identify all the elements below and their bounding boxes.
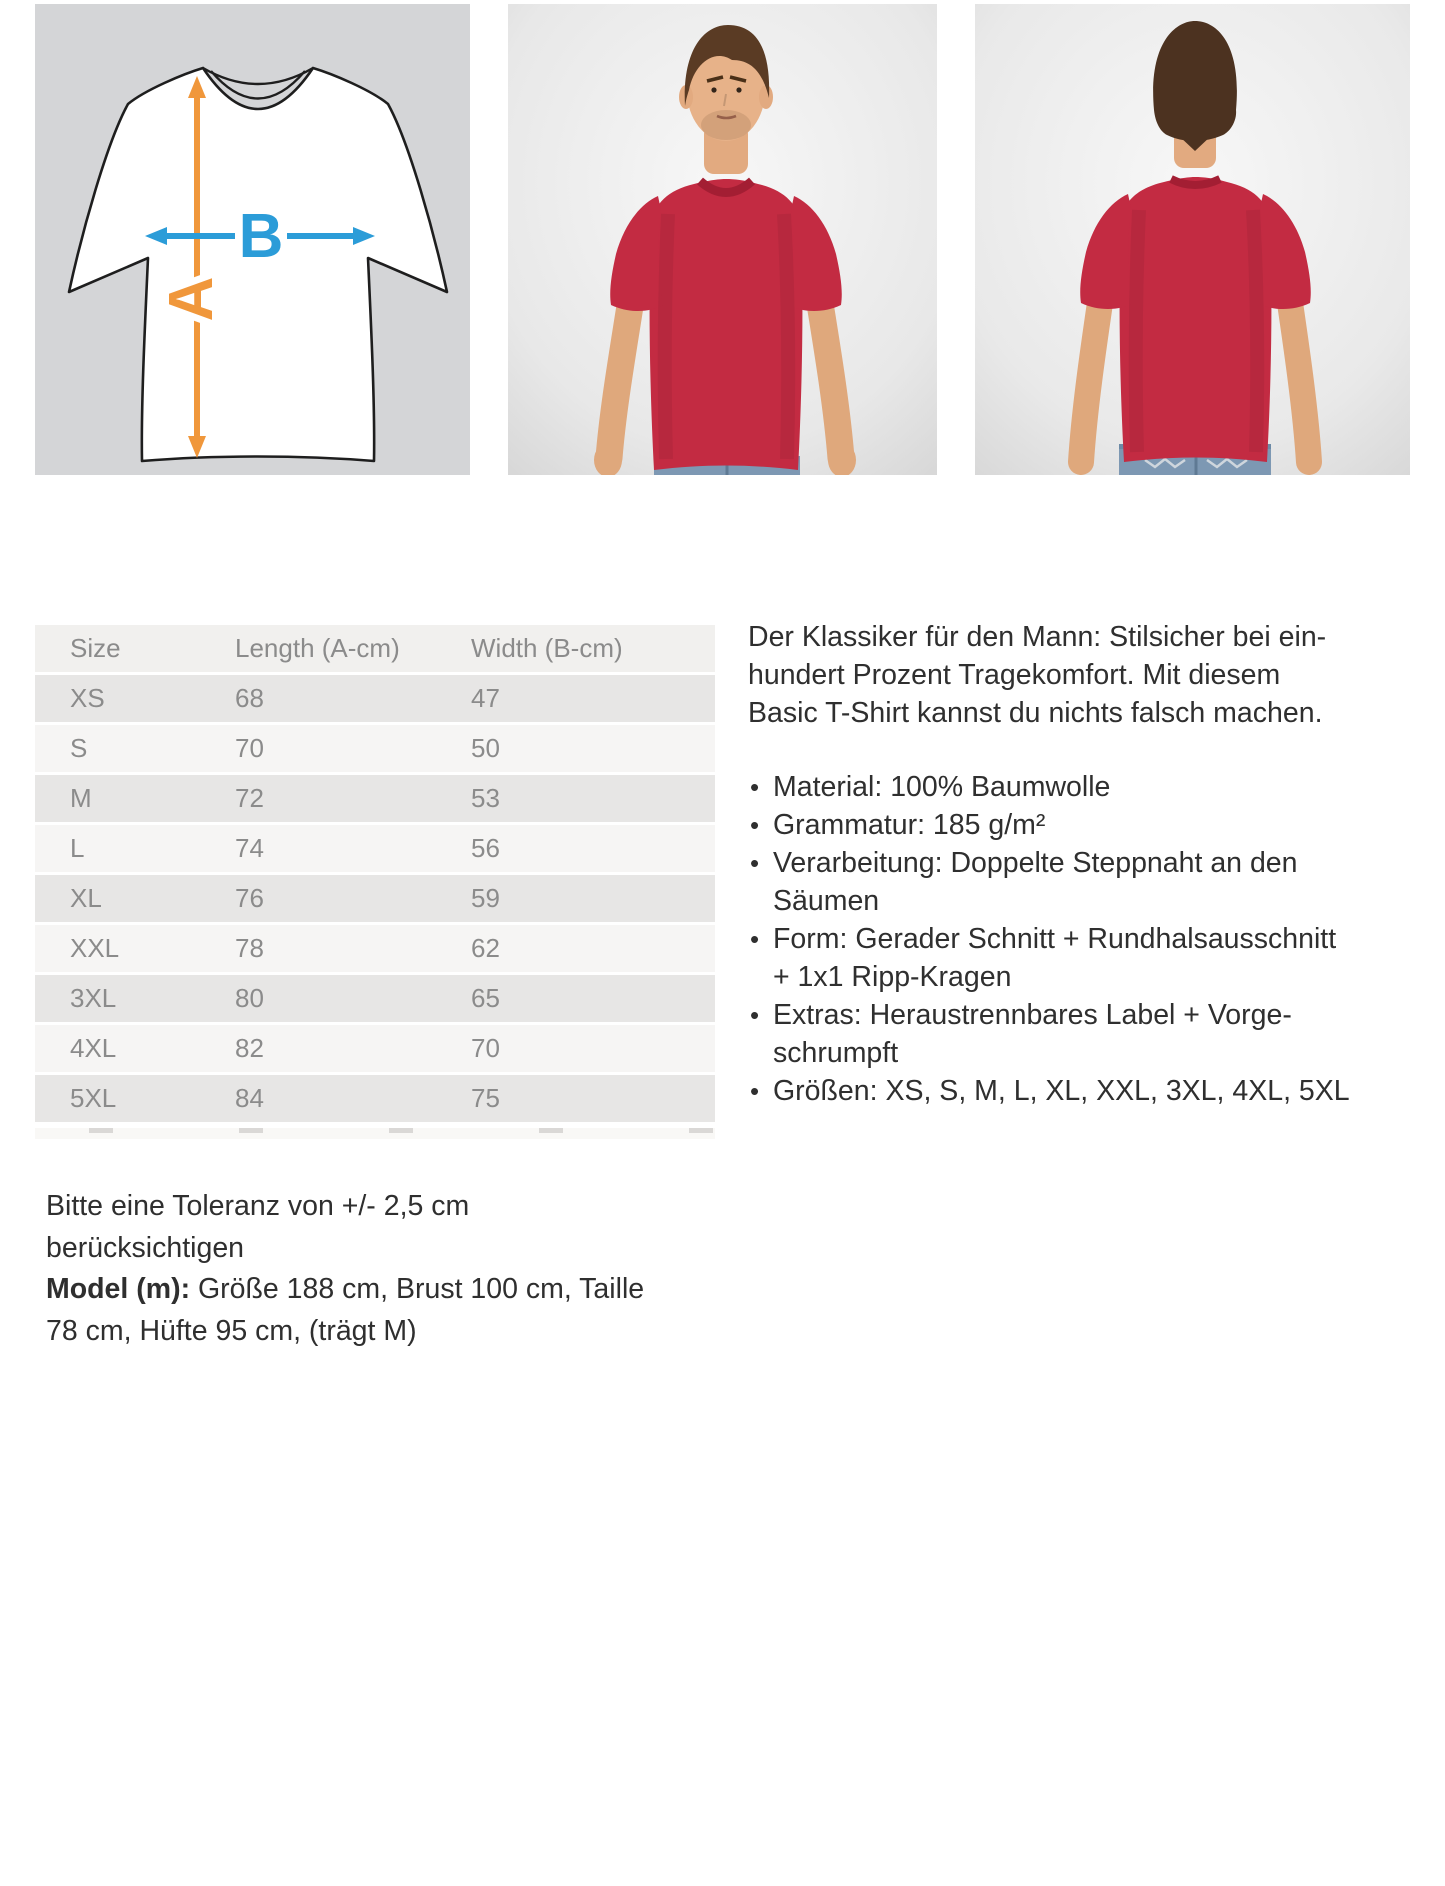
bullet-item: • Extras: Heraustrennbares Label + Vorge- schrumpft xyxy=(748,996,1414,1072)
bullet-item: • Größen: XS, S, M, L, XL, XXL, 3XL, 4XL, 5XL xyxy=(748,1072,1414,1110)
size-table-cell: M xyxy=(70,783,92,813)
size-table-cell: 75 xyxy=(471,1083,500,1113)
tshirt-measure-diagram xyxy=(35,4,470,475)
size-table-row xyxy=(35,675,715,725)
size-table-row xyxy=(35,1075,715,1125)
product-description xyxy=(748,618,1414,1110)
bullet-item: • Form: Gerader Schnitt + Rundhalsausschnitt + 1x1 Ripp-Kragen xyxy=(748,920,1414,996)
size-table-cell: 72 xyxy=(235,783,264,813)
tolerance-note: Bitte eine Toleranz von +/- 2,5 cm berücksichtigen xyxy=(46,1190,470,1264)
size-table-row xyxy=(35,975,715,1025)
size-table-row xyxy=(35,725,715,775)
size-diagram-image xyxy=(35,4,470,475)
bullet-item: • Grammatur: 185 g/m² xyxy=(748,806,1414,844)
size-table-header-row xyxy=(35,625,715,675)
width-column-header: Width (B-cm) xyxy=(471,633,623,663)
size-table-cell: 62 xyxy=(471,933,500,963)
size-table-row xyxy=(35,925,715,975)
size-table-body xyxy=(35,675,715,1125)
size-column-header: Size xyxy=(70,633,121,663)
size-table-cell: 70 xyxy=(235,733,264,763)
size-table-cell: 82 xyxy=(235,1033,264,1063)
model-info-line1: Model (m): Größe 188 cm, Brust 100 cm, Taille xyxy=(46,1273,645,1305)
size-table-cell: 47 xyxy=(471,683,500,713)
size-table-cell: L xyxy=(70,833,85,863)
size-table-cell: 53 xyxy=(471,783,500,813)
size-table-cell: 68 xyxy=(235,683,264,713)
bullet-item: • Verarbeitung: Doppelte Steppnaht an den Säumen xyxy=(748,844,1414,920)
description-intro: Der Klassiker für den Mann: Stilsicher bei ein- hundert Prozent Tragekomfort. Mit diesem Basic T-Shirt kannst du nichts falsch machen. xyxy=(748,621,1327,729)
size-table-cell: 56 xyxy=(471,833,500,863)
model-front-photo xyxy=(508,4,937,475)
size-table-cell: 76 xyxy=(235,883,264,913)
measurement-notes xyxy=(46,1186,646,1352)
size-table-cell: 3XL xyxy=(70,983,117,1013)
model-front-illustration xyxy=(508,4,937,475)
size-table-row xyxy=(35,775,715,825)
size-table-cell: 70 xyxy=(471,1033,500,1063)
size-table-cell: 65 xyxy=(471,983,500,1013)
size-table-cell: 5XL xyxy=(70,1083,117,1113)
table-cutoff-row xyxy=(35,1128,715,1139)
size-table-row xyxy=(35,1025,715,1075)
size-table-cell: 78 xyxy=(235,933,264,963)
size-table-cell: 4XL xyxy=(70,1033,117,1063)
size-table-cell: 50 xyxy=(471,733,500,763)
size-table-cell: 80 xyxy=(235,983,264,1013)
model-label: Model (m): xyxy=(46,1273,191,1305)
length-column-header: Length (A-cm) xyxy=(235,633,400,663)
size-table-cell: XS xyxy=(70,683,105,713)
size-table-cell: 74 xyxy=(235,833,264,863)
size-table-cell: XXL xyxy=(70,933,120,963)
size-table-row xyxy=(35,825,715,875)
bullet-item: • Material: 100% Baumwolle xyxy=(748,768,1414,806)
description-bullets xyxy=(748,768,1414,1110)
size-table-cell: S xyxy=(70,733,88,763)
length-label: A xyxy=(157,276,226,322)
size-table-cell: XL xyxy=(70,883,102,913)
width-label: B xyxy=(238,202,284,271)
size-table-cell: 59 xyxy=(471,883,500,913)
size-table-cell: 84 xyxy=(235,1083,264,1113)
model-back-illustration xyxy=(975,4,1410,475)
size-table-row xyxy=(35,875,715,925)
size-table xyxy=(35,625,715,1125)
model-back-photo xyxy=(975,4,1410,475)
model-info-line2: 78 cm, Hüfte 95 cm, (trägt M) xyxy=(46,1314,417,1347)
